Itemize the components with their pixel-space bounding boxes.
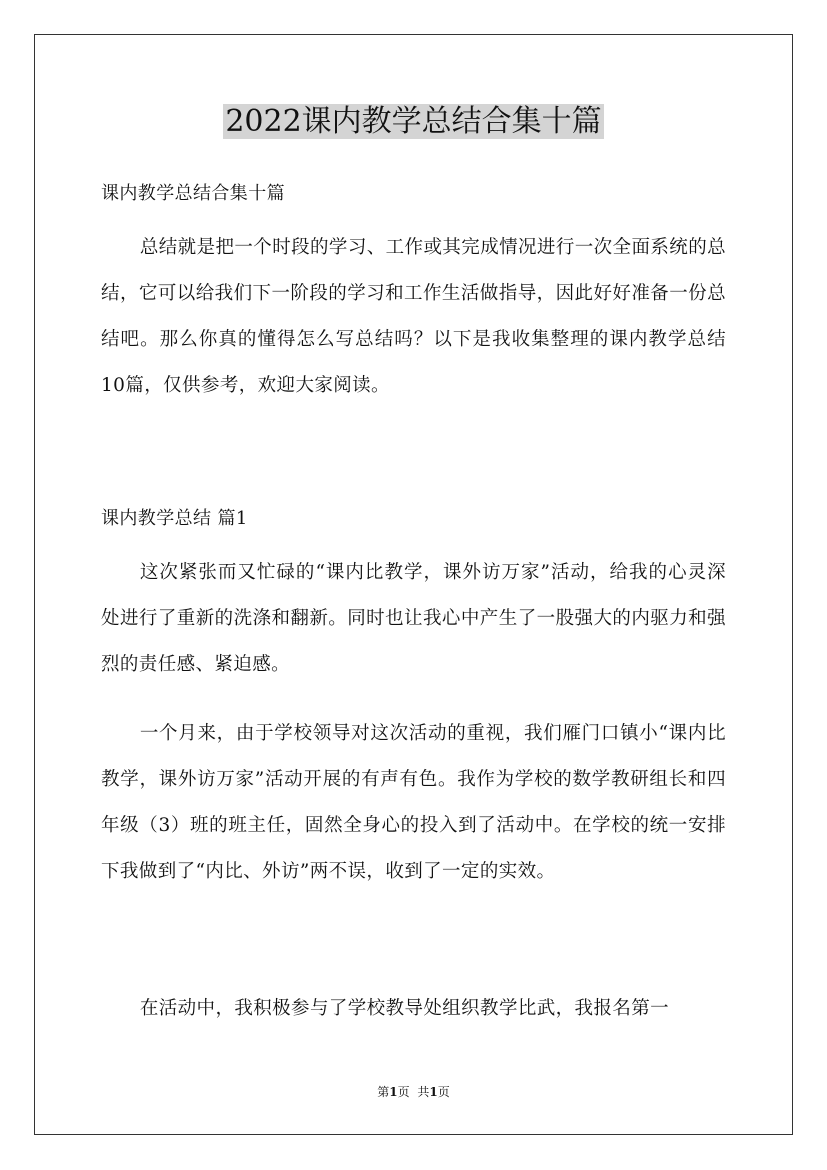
footer-page-prefix: 第 — [377, 1085, 390, 1099]
document-title-text: 2022课内教学总结合集十篇 — [225, 104, 602, 139]
intro-paragraph: 总结就是把一个时段的学习、工作或其完成情况进行一次全面系统的总结，它可以给我们下一阶段的学习和工作生活做指导，因此好好准备一份总结吧。那么你真的懂得怎么写总结吗？以下是我收集整理的课内教学总结10篇，仅供参考，欢迎大家阅读。 — [101, 237, 726, 396]
body-paragraph: 这次紧张而又忙碌的“课内比教学，课外访万家”活动，给我的心灵深处进行了重新的洗涤和翻新。同时也让我心中产生了一股强大的内驱力和强烈的责任感、紧迫感。 — [101, 562, 726, 675]
body-paragraph: 在活动中，我积极参与了学校教导处组织教学比武，我报名第一 — [139, 998, 670, 1019]
body-paragraph: 一个月来，由于学校领导对这次活动的重视，我们雁门口镇小“课内比教学，课外访万家”活动开展的有声有色。我作为学校的数学教研组长和四年级（3）班的班主任，固然全身心的投入到了活动中。在学校的统一安排下我做到了“内比、外访”两不误，收到了一定的实效。 — [101, 723, 726, 882]
document-title — [0, 100, 827, 144]
footer-total-pages: 1 — [429, 1085, 438, 1099]
footer-page-number: 1 — [389, 1085, 398, 1099]
footer-page-suffix: 页 — [397, 1085, 410, 1099]
footer-total-suffix: 页 — [437, 1085, 450, 1099]
page-footer — [0, 1083, 827, 1101]
footer-total-prefix: 共 — [417, 1085, 430, 1099]
subtitle: 课内教学总结合集十篇 — [101, 183, 285, 204]
section-heading: 课内教学总结 篇1 — [101, 508, 248, 529]
